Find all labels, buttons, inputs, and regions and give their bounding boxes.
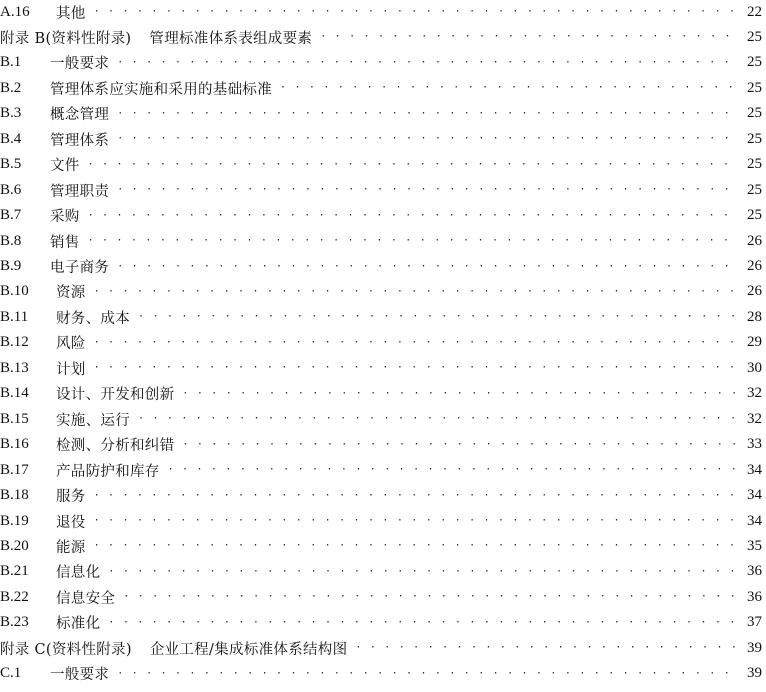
toc-entry-page-number: 34 — [747, 512, 762, 529]
toc-entry-page-number: 37 — [747, 614, 762, 631]
toc-entry-title: 文件 — [50, 158, 80, 175]
toc-entry-page-number: 26 — [747, 283, 762, 300]
toc-entry-title: 资源 — [56, 285, 86, 302]
toc-entry-page-number: 36 — [747, 588, 762, 605]
toc-entry-page-number: 36 — [747, 563, 762, 580]
toc-entry-number: B.17 — [0, 461, 29, 478]
toc-entry-page-number: 25 — [747, 181, 762, 198]
toc-entry-title: 信息化 — [56, 565, 101, 582]
toc-entry-title: 电子商务 — [50, 260, 110, 276]
toc-entry-title: 财务、成本 — [56, 310, 130, 327]
toc-entry[interactable] — [0, 205, 762, 227]
toc-appendix-entry[interactable] — [0, 26, 762, 48]
dot-leader — [117, 256, 738, 278]
toc-entry-title: 风险 — [56, 336, 86, 353]
dot-leader — [94, 281, 738, 303]
toc-entry-number: B.7 — [0, 207, 22, 224]
toc-entry-title: 实施、运行 — [56, 412, 130, 429]
dot-leader — [138, 408, 738, 430]
dot-leader — [94, 510, 738, 532]
toc-entry-title: 企业工程/集成标准体系结构图 — [149, 641, 348, 658]
toc-entry-page-number: 34 — [747, 487, 762, 504]
toc-entry[interactable] — [0, 408, 762, 430]
toc-entry-page-number: 35 — [747, 537, 762, 554]
dot-leader — [355, 637, 738, 659]
toc-entry-page-number: 32 — [747, 385, 762, 402]
toc-entry-page-number: 25 — [747, 130, 762, 147]
toc-entry[interactable] — [0, 459, 762, 481]
toc-entry-title: 服务 — [56, 489, 86, 506]
dot-leader — [94, 357, 738, 379]
toc-entry-title: 管理标准体系表组成要素 — [149, 30, 313, 47]
toc-entry-number: B.20 — [0, 537, 29, 554]
toc-entry-page-number: 32 — [747, 410, 762, 427]
dot-leader — [280, 77, 738, 99]
toc-entry-number: B.1 — [0, 54, 22, 71]
toc-entry-page-number: 25 — [747, 156, 762, 173]
toc-entry-number: B.8 — [0, 232, 22, 249]
toc-entry-number: B.14 — [0, 385, 29, 402]
dot-leader — [88, 205, 738, 227]
toc-entry-number: A.16 — [0, 3, 30, 20]
toc-entry[interactable] — [0, 485, 762, 507]
toc-entry-page-number: 30 — [747, 359, 762, 376]
toc-entry-page-number: 33 — [747, 436, 762, 453]
toc-entry-title: 管理体系 — [50, 132, 110, 149]
dot-leader — [182, 383, 738, 405]
dot-leader — [117, 663, 738, 685]
toc-entry[interactable] — [0, 663, 762, 685]
toc-entry-number: B.22 — [0, 588, 29, 605]
toc-entry-title: 概念管理 — [50, 107, 110, 124]
toc-entry-page-number: 22 — [747, 3, 762, 20]
dot-leader — [88, 154, 738, 176]
toc-entry-number: B.9 — [0, 258, 22, 274]
toc-entry[interactable] — [0, 128, 762, 150]
toc-entry-title: 退役 — [56, 514, 86, 531]
dot-leader — [117, 52, 738, 74]
toc-entry-page-number: 25 — [747, 105, 762, 122]
toc-entry-title: 一般要求 — [50, 56, 110, 73]
toc-entry-page-number: 25 — [747, 54, 762, 71]
dot-leader — [94, 485, 738, 507]
dot-leader — [88, 230, 738, 252]
toc-entry-title: 一般要求 — [50, 667, 110, 684]
toc-entry[interactable] — [0, 1, 762, 23]
dot-leader — [117, 128, 738, 150]
toc-entry-title: 检测、分析和纠错 — [56, 438, 175, 455]
toc-entry[interactable] — [0, 154, 762, 176]
toc-entry-title: 采购 — [50, 209, 80, 226]
toc-entry-page-number: 34 — [747, 461, 762, 478]
toc-entry[interactable] — [0, 586, 762, 608]
toc-entry-title: 管理体系应实施和采用的基础标准 — [50, 81, 272, 98]
toc-entry[interactable] — [0, 357, 762, 379]
toc-entry-number: B.23 — [0, 614, 29, 631]
toc-entry-number: B.19 — [0, 512, 29, 529]
toc-entry-title: 标准化 — [56, 616, 101, 633]
dot-leader — [168, 459, 738, 481]
toc-entry-title: 其他 — [56, 5, 86, 22]
dot-leader — [117, 103, 738, 125]
toc-entry[interactable] — [0, 179, 762, 201]
toc-entry-page-number: 26 — [747, 258, 762, 274]
toc-entry[interactable] — [0, 77, 762, 99]
toc-entry-page-number: 25 — [747, 79, 762, 96]
toc-entry[interactable] — [0, 510, 762, 532]
dot-leader — [94, 1, 738, 23]
toc-appendix-entry[interactable] — [0, 637, 762, 659]
toc-entry-page-number: 39 — [747, 639, 762, 656]
toc-entry[interactable] — [0, 103, 762, 125]
dot-leader — [182, 434, 738, 456]
toc-entry[interactable] — [0, 230, 762, 252]
dot-leader — [108, 561, 738, 583]
toc-entry[interactable] — [0, 434, 762, 456]
dot-leader — [94, 535, 738, 557]
toc-entry-title: 设计、开发和创新 — [56, 387, 175, 404]
toc-entry-page-number: 39 — [747, 665, 762, 682]
toc-entry-number: C.1 — [0, 665, 22, 682]
toc-entry-page-number: 26 — [747, 232, 762, 249]
toc-entry[interactable] — [0, 256, 762, 278]
toc-entry-number: B.12 — [0, 334, 29, 351]
toc-entry[interactable] — [0, 281, 762, 303]
toc-entry-title: 计划 — [56, 361, 86, 378]
dot-leader — [108, 612, 738, 634]
dot-leader — [138, 306, 738, 328]
toc-entry-page-number: 25 — [747, 28, 762, 45]
toc-entry-number: B.18 — [0, 487, 29, 504]
toc-entry-title: 管理职责 — [50, 183, 110, 200]
toc-entry-number: B.11 — [0, 308, 29, 325]
toc-entry[interactable] — [0, 383, 762, 405]
dot-leader — [123, 586, 738, 608]
toc-entry[interactable] — [0, 52, 762, 74]
toc-entry-page-number: 28 — [747, 308, 762, 325]
toc-entry-number: B.4 — [0, 130, 22, 147]
toc-entry-page-number: 29 — [747, 334, 762, 351]
toc-entry-page-number: 25 — [747, 207, 762, 224]
dot-leader — [94, 332, 738, 354]
toc-entry[interactable] — [0, 306, 762, 328]
toc-entry-number: B.13 — [0, 359, 29, 376]
toc-entry[interactable] — [0, 561, 762, 583]
toc-entry-number: B.21 — [0, 563, 29, 580]
toc-entry-number: B.10 — [0, 283, 29, 300]
toc-entry-title: 信息安全 — [56, 590, 116, 607]
toc-entry[interactable] — [0, 612, 762, 634]
dot-leader — [117, 179, 738, 201]
toc-appendix-label: 附录 C(资料性附录) — [0, 641, 132, 658]
toc-entry-number: B.6 — [0, 181, 22, 198]
toc-entry-number: B.15 — [0, 410, 29, 427]
toc-entry[interactable] — [0, 535, 762, 557]
toc-appendix-label: 附录 B(资料性附录) — [0, 30, 132, 47]
toc-entry-number: B.16 — [0, 436, 29, 453]
toc-entry-number: B.3 — [0, 105, 22, 122]
toc-entry[interactable] — [0, 332, 762, 354]
toc-entry-number: B.2 — [0, 79, 22, 96]
toc-entry-title: 产品防护和库存 — [56, 463, 160, 480]
toc-entry-title: 销售 — [50, 234, 80, 251]
toc-entry-title: 能源 — [56, 539, 86, 556]
toc-entry-number: B.5 — [0, 156, 22, 173]
dot-leader — [320, 26, 738, 48]
